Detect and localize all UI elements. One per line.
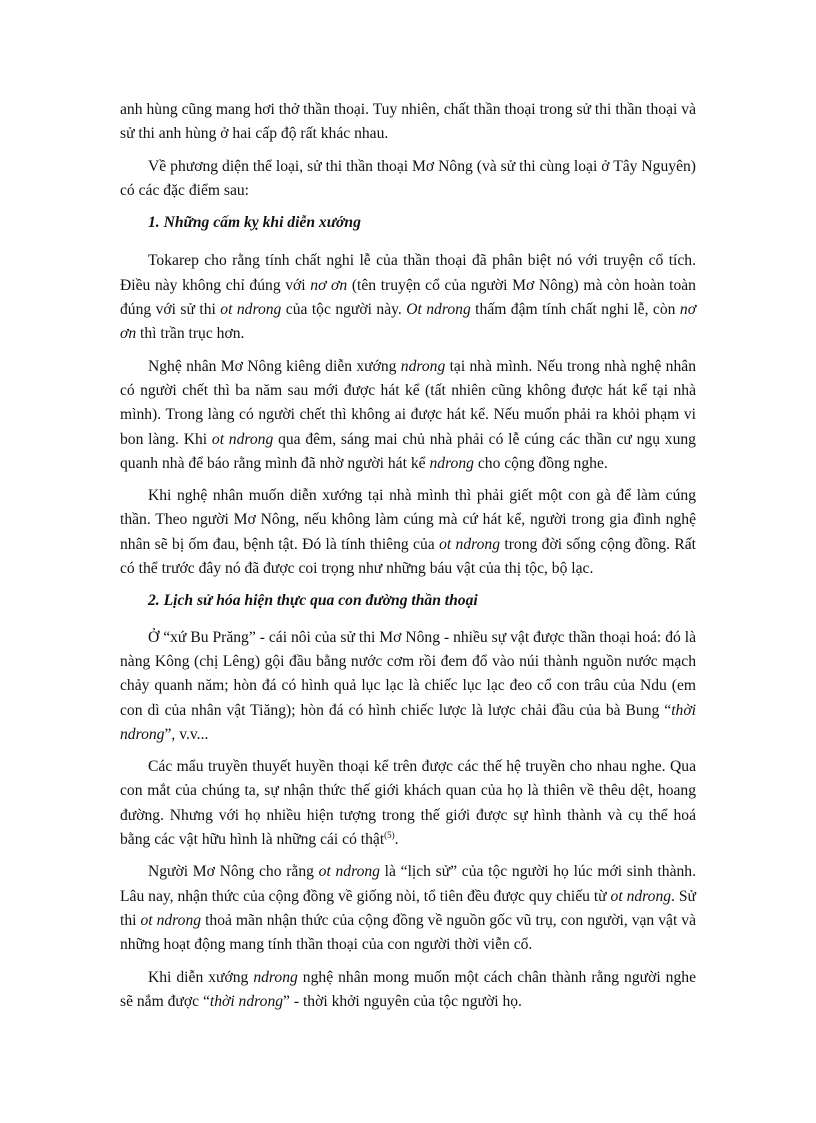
paragraph-4: Nghệ nhân Mơ Nông kiêng diễn xướng ndrong tại nhà mình. Nếu trong nhà nghệ nhân có người chết thì ba năm sau mới được hát kể (tất nhiên cũng không được hát kể tại nhà mình). Trong làng có người chết thì không ai được hát kể. Nếu muốn phải ra khỏi phạm vi bon làng. Khi ot ndrong qua đêm, sáng mai chủ nhà phải có lễ cúng các thần cư ngụ xung quanh nhà để báo rằng mình đã nhờ người hát kể ndrong cho cộng đồng nghe.	[120, 357, 696, 472]
paragraph-9: Khi diễn xướng ndrong nghệ nhân mong muốn một cách chân thành rằng người nghe sẽ nắm được “thời ndrong” - thời khởi nguyên của tộc người họ.	[120, 968, 696, 1010]
body-text	[120, 98, 696, 1022]
paragraph-7: Các mẩu truyền thuyết huyền thoại kể trên được các thế hệ truyền cho nhau nghe. Qua con mắt của chúng ta, sự nhận thức thế giới khách quan của họ là thiên về thêu dệt, hoang đường. Nhưng với họ nhiều hiện tượng trong thế giới được sự hình thành và cụ thể hoá bằng các vật hữu hình là những cái có thật$^{(5)}$.	[120, 758, 696, 849]
footnote-ref: (5)	[384, 830, 395, 841]
section-heading-2: 2. Lịch sử hóa hiện thực qua con đường thần thoại	[148, 592, 478, 610]
paragraph-3: Tokarep cho rằng tính chất nghi lễ của thần thoại đã phân biệt nó với truyện cổ tích. Điều này không chỉ đúng với nơ ơn (tên truyện cổ của người Mơ Nông) mà còn hoàn toàn đúng với sử thi ot ndrong của tộc người này. Ot ndrong thấm đậm tính chất nghi lễ, còn nơ ơn thì trần trục hơn.	[120, 252, 697, 343]
paragraph-5: Khi nghệ nhân muốn diễn xướng tại nhà mình thì phải giết một con gà để làm cúng thần. Theo người Mơ Nông, nếu không làm cúng mà cứ hát kể, người trong gia đình nghệ nhân sẽ bị ốm đau, bệnh tật. Đó là tính thiêng của ot ndrong trong đời sống cộng đồng. Rất có thể trước đây nó đã được coi trọng như những báu vật của thị tộc, bộ lạc.	[120, 487, 696, 578]
section-heading-1: 1. Những cấm kỵ khi diễn xướng	[148, 214, 361, 232]
paragraph-8: Người Mơ Nông cho rằng ot ndrong là “lịch sử” của tộc người họ lúc mới sinh thành. Lâu nay, nhận thức của cộng đồng về giống nòi, tổ tiên đều được quy chiếu từ ot ndrong. Sử thi ot ndrong thoả mãn nhận thức của cộng đồng về nguồn gốc vũ trụ, con người, vạn vật và những hoạt động mang tính thần thoại của con người thời viễn cổ.	[120, 863, 696, 954]
paragraph-2: Về phương diện thể loại, sử thi thần thoại Mơ Nông (và sử thi cùng loại ở Tây Nguyên) có các đặc điểm sau:	[120, 157, 696, 199]
paragraph-6: Ở “xứ Bu Prăng” - cái nôi của sử thi Mơ Nông - nhiều sự vật được thần thoại hoá: đó là nàng Kông (chị Lêng) gội đầu bằng nước cơm rồi đem đổ vào núi thành nguồn nước mạch chảy quanh năm; hòn đá có hình quả lục lạc là chiếc lục lạc đeo cổ con trâu của Ndu (em con dì của nhân vật Tiăng); hòn đá có hình chiếc lược là lược chải đầu của bà Bung “thời ndrong”, v.v...	[120, 628, 696, 743]
paragraph-1: anh hùng cũng mang hơi thở thần thoại. Tuy nhiên, chất thần thoại trong sử thi thần thoại và sử thi anh hùng ở hai cấp độ rất khác nhau.	[120, 101, 696, 143]
